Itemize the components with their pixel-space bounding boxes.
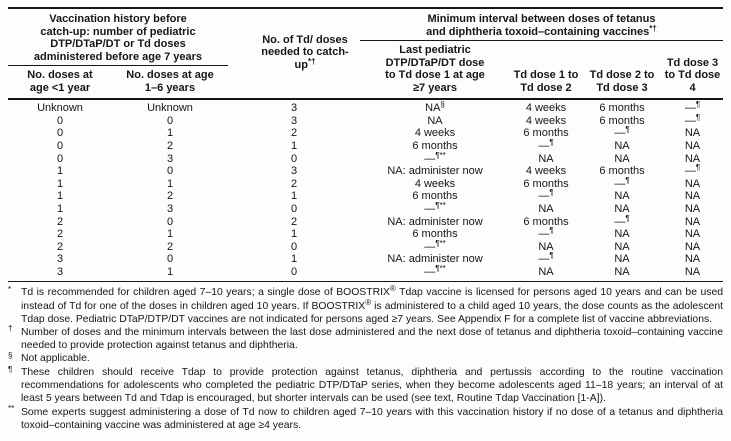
table-cell: NA <box>614 152 630 165</box>
table-cell: NA <box>684 228 701 241</box>
header-col-doses-1-6yr-label: No. doses at age 1–6 years <box>126 69 214 94</box>
table-cell: 2 <box>166 240 174 253</box>
table-cell: 1 <box>166 266 174 279</box>
table-cell: 1 <box>166 127 174 140</box>
table-cell: 1 <box>56 177 64 190</box>
table-cell: NA <box>614 253 630 266</box>
table-cell: NA <box>614 228 630 241</box>
footnote-marker: § <box>8 350 13 360</box>
table-cell: 6 months <box>523 177 569 190</box>
header-col-td-doses-needed-label: No. of Td/ doses needed to catch-up*† <box>261 33 349 71</box>
table-cell: —¶** <box>424 201 446 216</box>
table-cell: 1 <box>56 165 64 178</box>
table-row <box>8 140 723 153</box>
table-row <box>8 165 723 178</box>
header-group-vaccination-history-label: Vaccination history before catch-up: number of pediatric DTP/DTaP/DT or Td doses administered before age 7 years <box>33 13 203 63</box>
table-cell: NA <box>684 152 701 165</box>
table-cell: 1 <box>166 228 174 241</box>
table-cell: 0 <box>166 114 174 127</box>
table-row <box>8 238 723 254</box>
table-cell: —¶ <box>538 251 554 266</box>
table-cell: —¶ <box>684 100 701 115</box>
header-col-td1-to-td2-label: Td dose 1 to Td dose 2 <box>513 69 579 94</box>
footnote-marker: † <box>8 324 13 334</box>
table-cell: NA <box>614 203 630 216</box>
table-cell: NA: administer now <box>387 253 483 266</box>
header-col-td2-to-td3 <box>582 69 662 94</box>
table-cell: 2 <box>166 140 174 153</box>
footnotes <box>8 282 723 432</box>
header-col-td1-to-td2 <box>510 69 582 94</box>
table-cell: 0 <box>56 152 64 165</box>
header-col-doses-under-1yr-label: No. doses at age <1 year <box>27 69 93 94</box>
header-col-td3-to-td4-label: Td dose 3 to Td dose 4 <box>664 56 721 94</box>
table-cell: 1 <box>166 177 174 190</box>
table-cell: —¶ <box>684 112 701 127</box>
table-cell: 0 <box>290 152 298 165</box>
table-cell: NA <box>614 266 630 279</box>
table-cell: 3 <box>290 165 298 178</box>
table-cell: NA <box>614 190 630 203</box>
table-cell: —¶** <box>424 150 446 165</box>
table-cell: —¶ <box>538 138 554 153</box>
table-cell: 1 <box>56 190 64 203</box>
footnote-some-experts <box>8 406 723 432</box>
table-cell: 4 weeks <box>525 114 567 127</box>
header-col-doses-under-1yr <box>8 69 112 94</box>
table-cell: 0 <box>290 240 298 253</box>
table-cell: 2 <box>56 240 64 253</box>
table-cell: NA <box>614 140 630 153</box>
header-col-doses-1-6yr <box>112 69 228 94</box>
table-cell: NA <box>684 240 701 253</box>
table-cell: 6 months <box>599 165 645 178</box>
table-cell: NA <box>427 114 443 127</box>
table-cell: 3 <box>56 266 64 279</box>
table-row <box>8 203 723 216</box>
header-subrow-right <box>360 41 723 98</box>
table-cell: NA <box>684 253 701 266</box>
table-cell: 4 weeks <box>525 165 567 178</box>
table-cell: 2 <box>290 127 298 140</box>
table-cell: 0 <box>166 215 174 228</box>
table-cell: 1 <box>56 203 64 216</box>
table-cell: 6 months <box>599 114 645 127</box>
table-cell: NA <box>684 127 701 140</box>
table-cell: 2 <box>290 177 298 190</box>
table-cell: 0 <box>166 253 174 266</box>
footnote-text: Some experts suggest administering a dose of Td now to children aged 7–10 years with this vaccination history if no dose of a tetanus and diphtheria toxoid–containing vaccine was administered at age ≥4 years. <box>21 406 723 431</box>
table-cell: —¶ <box>538 226 554 241</box>
footnote-tdap-routine <box>8 366 723 406</box>
table-cell: NA <box>538 203 554 216</box>
table-cell: 0 <box>56 114 64 127</box>
header-group-minimum-interval <box>360 9 723 98</box>
table-cell: —¶ <box>614 125 630 140</box>
table-cell: NA <box>538 240 554 253</box>
table-cell: NA <box>684 177 701 190</box>
table-header <box>8 7 723 100</box>
table-row <box>8 266 723 279</box>
footnote-text: Number of doses and the minimum intervals between the last dose administered and the next dose of tetanus and diphtheria toxoid–containing vaccine needed to provide protection against tetanus and diphtheria. <box>21 326 723 352</box>
table-cell: 3 <box>166 152 174 165</box>
table-row <box>8 190 723 203</box>
header-group-vaccination-history-title <box>8 9 228 65</box>
table-cell: —¶ <box>684 163 701 178</box>
header-group-minimum-interval-title <box>360 9 723 40</box>
table-cell: 1 <box>290 140 298 153</box>
table-cell: 0 <box>56 140 64 153</box>
table-cell: 3 <box>290 102 298 115</box>
footnote-marker: ** <box>8 404 15 414</box>
footnote-text: These children should receive Tdap to provide protection against tetanus, diphtheria and pertussis according to the routine vaccination recommendations for adolescents who completed the pediatric DTP/DTaP series, when they become adolescents aged 11–18 years; an interval of at least 5 years between Td and Tdap is encouraged, but shorter intervals can be used (see text, Routine Tdap Vaccination [1-A]). <box>21 367 723 405</box>
table-cell: 0 <box>166 165 174 178</box>
header-group-minimum-interval-label: Minimum interval between doses of tetanus and diphtheria toxoid–containing vaccines*† <box>426 13 657 38</box>
table-cell: Unknown <box>147 102 193 115</box>
footnote-marker: * <box>8 284 12 294</box>
table-row <box>8 102 723 115</box>
table-body <box>8 100 723 282</box>
table-cell: —¶** <box>424 238 446 253</box>
footnote-text: Td is recommended for children aged 7–10 years; a single dose of BOOSTRIX® Tdap vaccine is licensed for persons aged 10 years and can be used instead of Td for one of the doses in children aged 10 years. If BOOSTRIX® is administered to a child aged 10 years, the dose counts as the adolescent Tdap dose. Pediatric DTaP/DTP/DT vaccines are not indicated for persons aged ≥7 years. See Appendix F for a complete list of vaccine abbreviations. <box>21 284 724 325</box>
catchup-schedule-table <box>8 7 723 282</box>
table-cell: NA <box>684 215 701 228</box>
table-cell: 6 months <box>523 127 569 140</box>
header-subrow-left <box>8 66 228 98</box>
table-row <box>8 127 723 140</box>
table-cell: NA <box>614 240 630 253</box>
footnote-not-applicable <box>8 352 723 366</box>
footnote-text: Not applicable. <box>21 353 90 365</box>
table-cell: 2 <box>166 190 174 203</box>
header-group-vaccination-history <box>8 9 228 98</box>
table-cell: —¶ <box>538 188 554 203</box>
table-cell: 3 <box>166 203 174 216</box>
table-cell: 6 months <box>412 228 458 241</box>
header-col-td3-to-td4 <box>662 57 723 95</box>
header-col-last-dose-to-td1-label: Last pediatric DTP/DTaP/DT dose to Td dose 1 at age ≥7 years <box>385 44 485 94</box>
table-cell: NA <box>538 152 554 165</box>
table-cell: 0 <box>290 203 298 216</box>
table-cell: 1 <box>290 228 298 241</box>
table-row <box>8 215 723 228</box>
table-cell: 3 <box>290 114 298 127</box>
table-cell: NA <box>684 266 701 279</box>
table-row <box>8 152 723 165</box>
table-cell: NA <box>684 140 701 153</box>
table-cell: —¶** <box>424 264 446 279</box>
table-row <box>8 228 723 241</box>
table-cell: —¶ <box>614 175 630 190</box>
table-cell: NA: administer now <box>387 165 483 178</box>
table-cell: 6 months <box>412 190 458 203</box>
table-cell: 6 months <box>412 140 458 153</box>
table-row <box>8 253 723 266</box>
table-cell: Unknown <box>37 102 83 115</box>
table-cell: NA <box>538 266 554 279</box>
table-cell: 2 <box>290 215 298 228</box>
header-col-td2-to-td3-label: Td dose 2 to Td dose 3 <box>589 69 655 94</box>
table-row <box>8 175 723 191</box>
table-cell: 4 weeks <box>414 127 456 140</box>
table-cell: 6 months <box>523 215 569 228</box>
table-cell: NA: administer now <box>387 215 483 228</box>
table-cell: NA§ <box>425 100 445 115</box>
table-cell: 1 <box>290 190 298 203</box>
table-cell: NA <box>684 203 701 216</box>
table-cell: 0 <box>56 127 64 140</box>
footnote-marker: ¶ <box>8 364 13 374</box>
header-col-td-doses-needed <box>228 9 360 98</box>
table-cell: 4 weeks <box>525 102 567 115</box>
table-cell: 2 <box>56 215 64 228</box>
footnote-td-recommended <box>8 286 723 326</box>
table-cell: 2 <box>56 228 64 241</box>
table-cell: —¶ <box>614 213 630 228</box>
table-cell: 0 <box>290 266 298 279</box>
table-row <box>8 112 723 128</box>
table-cell: 6 months <box>599 102 645 115</box>
footnote-number-of-doses <box>8 326 723 352</box>
table-cell: 3 <box>56 253 64 266</box>
header-col-last-dose-to-td1 <box>360 44 510 94</box>
table-cell: NA <box>684 190 701 203</box>
table-cell: 4 weeks <box>414 177 456 190</box>
table-cell: 1 <box>290 253 298 266</box>
